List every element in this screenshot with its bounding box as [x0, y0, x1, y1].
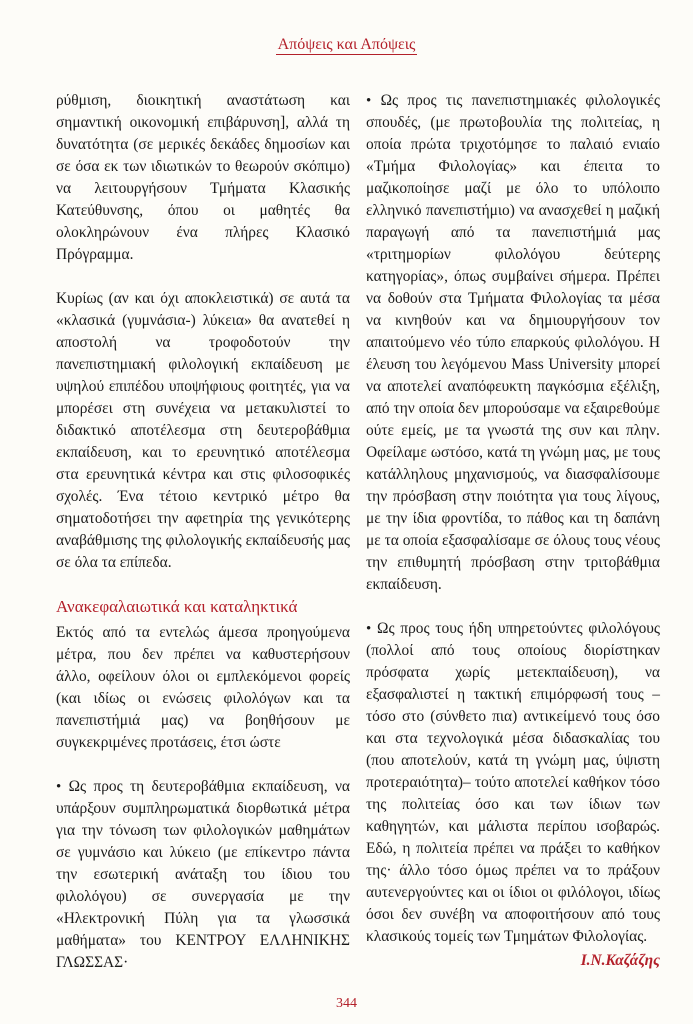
- bullet-text-2: Ως προς τις πανεπιστημιακές φιλολογικές σπουδές, (με πρωτοβουλία της πολιτείας, η οποία πρώτα τριχοτόμησε το παλαιό ενιαίο «Τμήμα Φιλολογίας» και έπειτα το μαζικοποίησε μαζί με όλο το υπόλοιπο ελληνικό πανεπιστήμιο) να ανασχεθεί η μαζική παραγωγή από τα πανεπιστήμιά μας «τριτημορίων φιλολόγου δεύτερης κατηγορίας», όπως συμβαίνει σήμερα. Πρέπει να δοθούν στα Τμήματα Φιλολογίας τα μέσα να κινηθούν και να δημιουργήσουν τον απαιτούμενο νέο τύπο επαρκούς φιλολόγου. Η έλευση του λεγόμενου Mass University μπορεί να αποτελεί αναπόφευκτη παγκόσμια εξέλιξη, από την οποία δεν μπορούσαμε να εξαιρεθούμε ούτε εμείς, με τα γνωστά της συν και πλην. Οφείλαμε ωστόσο, κατά τη γνώμη μας, με τους κατάλληλους μηχανισμούς, να διασφαλίσουμε την πρόσβαση στην ποιότητα για τους λίγους, με την ίδια φροντίδα, το πάθος και τη δαπάνη με τα οποία εξασφαλίσαμε σε όλους τους νέους την επιθυμητή πρόσβαση στην τριτοβάθμια εκπαίδευση.: [366, 92, 660, 593]
- bullet-text-1: Ως προς τη δευτεροβάθμια εκπαίδευση, να υπάρξουν συμπληρωματικά διορθωτικά μέτρα για την τόνωση των φιλολογικών μαθημάτων σε γυμνάσιο και λύκειο (με επίκεντρο πάντα την εσωτερική ανάταξη του ίδιου του φιλολόγου) σε συνεργασία με την «Ηλεκτρονική Πύλη για τα γλωσσικά μαθήματα» του ΚΕΝΤΡΟΥ ΕΛΛΗΝΙΚΗΣ ΓΛΩΣΣΑΣ·: [56, 778, 350, 971]
- running-title: Απόψεις και Απόψεις: [277, 36, 416, 53]
- bullet-item-2: [366, 90, 660, 596]
- bullet-marker: •: [366, 621, 372, 637]
- author-signature: Ι.Ν.Καζάζης: [580, 952, 660, 969]
- left-column: [56, 90, 350, 974]
- bullet-item-1: [56, 776, 350, 974]
- paragraph-2: Κυρίως (αν και όχι αποκλειστικά) σε αυτά τα «κλασικά (γυμνάσια-) λύκεια» θα ανατεθεί η αποστολή να τροφοδοτούν την πανεπιστημιακή φιλολογική εκπαίδευση με υψηλού επιπέδου υποψήφιους φοιτητές, για να μπορέσει στη συνέχεια να μετακυλιστεί το διδακτικό αποτέλεσμα στη δευτεροβάθμια εκπαίδευση, και το ερευνητικό αποτέλεσμα στα ερευνητικά κέντρα και στις φιλοσοφικές σχολές. Ένα τέτοιο κεντρικό μέτρο θα σηματοδοτήσει την αφετηρία της γενικότερης αναβάθμισης της φιλολογικής εκπαίδευσής μας σε όλα τα επίπεδα.: [56, 290, 350, 571]
- paragraph-3: Εκτός από τα εντελώς άμεσα προηγούμενα μέτρα, που δεν πρέπει να καθυστερήσουν άλλο, οφείλουν όλοι οι εμπλεκόμενοι φορείς (και ιδίως οι ενώσεις φιλολόγων και τα πανεπιστήμιά μας) να βοηθήσουν με συγκεκριμένες προτάσεις, έτσι ώστε: [56, 624, 350, 751]
- bullet-marker: •: [366, 93, 372, 109]
- right-column: [366, 90, 660, 972]
- page-number: 344: [336, 996, 357, 1011]
- bullet-marker: •: [56, 779, 62, 795]
- section-heading: Ανακεφαλαιωτικά και καταληκτικά: [56, 597, 298, 616]
- running-header: [0, 36, 693, 54]
- bullet-text-3: Ως προς τους ήδη υπηρετούντες φιλολόγους (πολλοί από τους οποίους διορίστηκαν πρόσφατα χωρίς μετεκπαίδευση), να εξασφαλιστεί η τακτική επιμόρφωσή τους –τόσο στο (σύνθετο πια) αντικείμενό τους όσο και στα τεχνολογικά μέσα διδασκαλίας του (που αποτελούν, κατά τη γνώμη μας, ύψιστη προτεραιότητα)– τούτο αποτελεί καθήκον τόσο της πολιτείας όσο και των ίδιων των καθηγητών, και μάλιστα περίπου ισοβαρώς. Εδώ, η πολιτεία πρέπει να πράξει το καθήκον της· άλλο τόσο όμως πρέπει να το πράξουν αυτενεργούντες και οι ίδιοι οι φιλόλογοι, ιδίως όσοι δεν συνέβη να αποφοιτήσουν από τους κλασικούς τομείς των Τμημάτων Φιλολογίας.: [366, 620, 660, 945]
- bullet-item-3: [366, 618, 660, 948]
- paragraph-1: ρύθμιση, διοικητική αναστάτωση και σημαντική οικονομική επιβάρυνση], αλλά τη δυνατότητα (σε μερικές δεκάδες δημοσίων και σε όσα εκ των ιδιωτικών το θεωρούν σκόπιμο) να λειτουργήσουν Τμήματα Κλασικής Κατεύθυνσης, όπου οι μαθητές θα ολοκληρώνουν ένα πλήρες Κλασικό Πρόγραμμα.: [56, 92, 350, 263]
